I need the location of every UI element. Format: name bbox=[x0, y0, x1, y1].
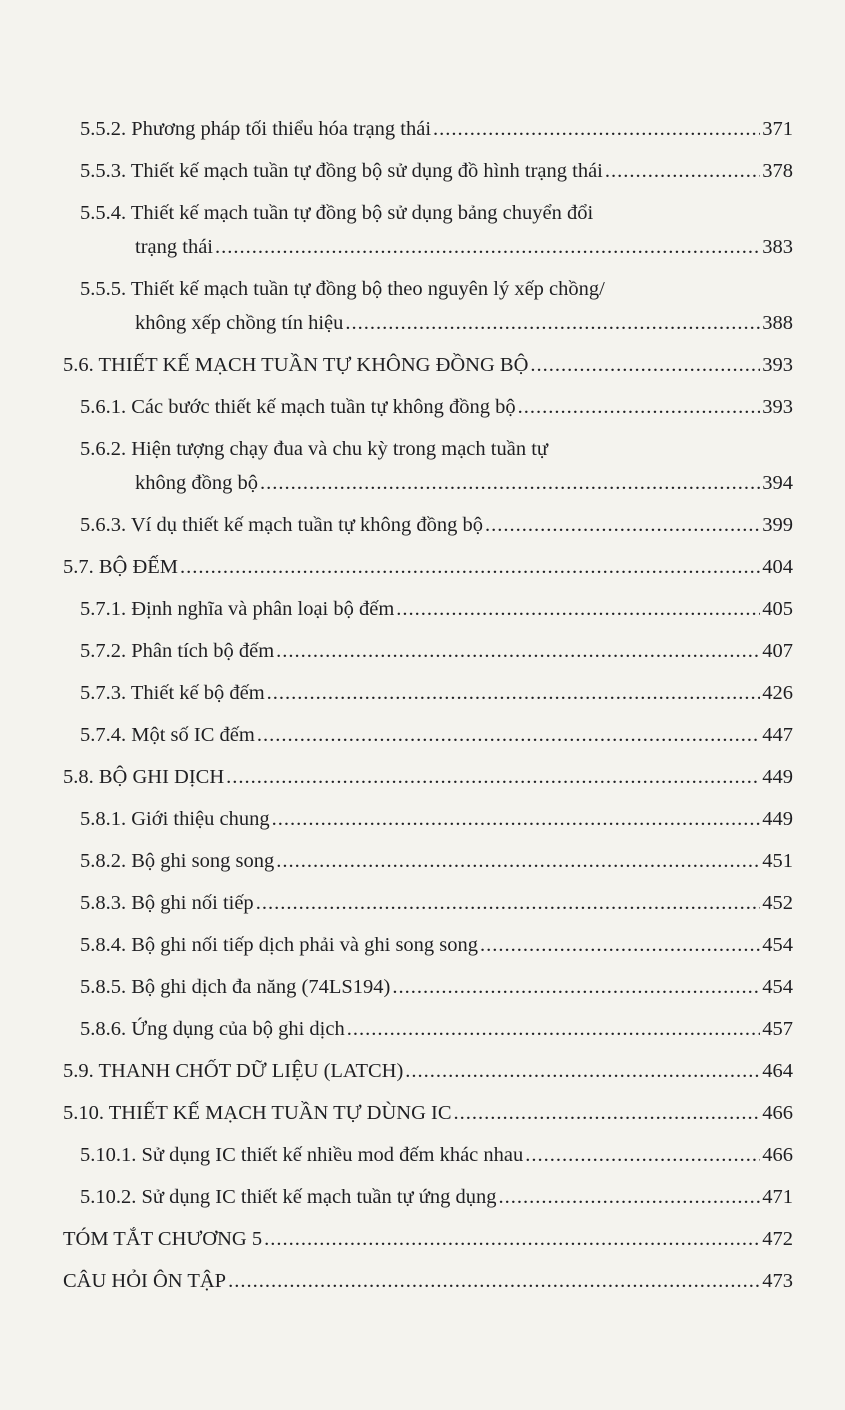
toc-page-number: 464 bbox=[762, 1060, 793, 1082]
dot-leader bbox=[267, 678, 761, 708]
toc-entry-title: 5.8.1. Giới thiệu chung bbox=[80, 808, 270, 830]
toc-page-number: 472 bbox=[762, 1228, 793, 1250]
dot-leader bbox=[257, 720, 760, 750]
toc-entry bbox=[0, 198, 845, 232]
toc-entry-line bbox=[63, 762, 793, 792]
toc-entry bbox=[0, 1182, 845, 1224]
toc-entry-title-continued: không xếp chồng tín hiệu bbox=[135, 312, 344, 334]
dot-leader bbox=[392, 972, 760, 1002]
toc-entry-title: TÓM TẮT CHƯƠNG 5 bbox=[63, 1228, 263, 1250]
toc-entry bbox=[0, 434, 845, 468]
toc-entry bbox=[0, 804, 845, 846]
dot-leader bbox=[499, 1182, 761, 1212]
toc-entry-line bbox=[80, 972, 793, 1002]
toc-entry-title: 5.8.6. Ứng dụng của bộ ghi dịch bbox=[80, 1018, 345, 1040]
toc-section-entry bbox=[0, 552, 845, 594]
toc-entry bbox=[0, 392, 845, 434]
toc-entry bbox=[0, 274, 845, 308]
toc-page-number: 473 bbox=[762, 1270, 793, 1292]
toc-entry bbox=[0, 156, 845, 198]
toc-entry bbox=[0, 114, 845, 156]
toc-entry-title: 5.6.3. Ví dụ thiết kế mạch tuần tự không đồng bộ bbox=[80, 514, 484, 536]
toc-entry bbox=[0, 888, 845, 930]
toc-section-entry bbox=[0, 1266, 845, 1308]
toc-entry bbox=[0, 678, 845, 720]
toc-entry-line bbox=[80, 114, 793, 144]
toc-entry-title: 5.7.2. Phân tích bộ đếm bbox=[80, 640, 275, 662]
toc-entry-title-continued: không đồng bộ bbox=[135, 472, 258, 494]
toc-entry-title: 5.5.5. Thiết kế mạch tuần tự đồng bộ theo nguyên lý xếp chồng/ bbox=[80, 278, 605, 300]
toc-page-number: 457 bbox=[762, 1018, 793, 1040]
toc-page-number: 371 bbox=[762, 118, 793, 140]
toc-page-number: 388 bbox=[762, 312, 793, 334]
toc-entry-line bbox=[80, 804, 793, 834]
toc-entry-title: 5.7.3. Thiết kế bộ đếm bbox=[80, 682, 265, 704]
dot-leader bbox=[345, 308, 760, 338]
dot-leader bbox=[530, 350, 760, 380]
toc-entry bbox=[0, 636, 845, 678]
dot-leader bbox=[226, 762, 760, 792]
toc-page-number: 426 bbox=[762, 682, 793, 704]
toc-page-number: 454 bbox=[762, 976, 793, 998]
toc-entry-title: 5.10.1. Sử dụng IC thiết kế nhiều mod đếm khác nhau bbox=[80, 1144, 524, 1166]
toc-page-number: 407 bbox=[762, 640, 793, 662]
dot-leader bbox=[260, 468, 760, 498]
toc-entry-title: 5.5.4. Thiết kế mạch tuần tự đồng bộ sử dụng bảng chuyển đổi bbox=[80, 202, 594, 224]
toc-page-number: 394 bbox=[762, 472, 793, 494]
dot-leader bbox=[518, 392, 761, 422]
toc-page-number: 449 bbox=[762, 766, 793, 788]
dot-leader bbox=[276, 846, 760, 876]
toc-entry-line bbox=[80, 594, 793, 624]
toc-section-entry bbox=[0, 1098, 845, 1140]
toc-entry bbox=[0, 930, 845, 972]
toc-entry-title: 5.8.5. Bộ ghi dịch đa năng (74LS194) bbox=[80, 976, 391, 998]
toc-entry-title: 5.6.1. Các bước thiết kế mạch tuần tự không đồng bộ bbox=[80, 396, 516, 418]
toc-entry-line bbox=[80, 1140, 793, 1170]
toc-entry-title: 5.10. THIẾT KẾ MẠCH TUẦN TỰ DÙNG IC bbox=[63, 1102, 452, 1124]
toc-page-number: 451 bbox=[762, 850, 793, 872]
toc-page-number: 393 bbox=[762, 354, 793, 376]
toc-page-number: 454 bbox=[762, 934, 793, 956]
toc-entry-line bbox=[63, 1266, 793, 1296]
dot-leader bbox=[180, 552, 760, 582]
toc-entry-title: 5.8.3. Bộ ghi nối tiếp bbox=[80, 892, 254, 914]
toc-entry-title: 5.8.4. Bộ ghi nối tiếp dịch phải và ghi song song bbox=[80, 934, 479, 956]
table-of-contents bbox=[0, 114, 845, 1308]
toc-entry-line bbox=[63, 350, 793, 380]
toc-entry-line bbox=[80, 1182, 793, 1212]
toc-entry-line bbox=[80, 510, 793, 540]
toc-section-entry bbox=[0, 762, 845, 804]
toc-entry-line bbox=[80, 930, 793, 960]
toc-entry-title: 5.7.4. Một số IC đếm bbox=[80, 724, 255, 746]
toc-entry-title: 5.7.1. Định nghĩa và phân loại bộ đếm bbox=[80, 598, 395, 620]
toc-page-number: 383 bbox=[762, 236, 793, 258]
toc-entry-title: 5.7. BỘ ĐẾM bbox=[63, 556, 179, 578]
toc-entry-line bbox=[135, 468, 793, 498]
toc-entry-line bbox=[80, 392, 793, 422]
toc-entry-line bbox=[80, 846, 793, 876]
toc-entry bbox=[0, 720, 845, 762]
toc-section-entry bbox=[0, 1224, 845, 1266]
toc-entry-title: 5.6. THIẾT KẾ MẠCH TUẦN TỰ KHÔNG ĐỒNG BỘ bbox=[63, 354, 529, 376]
toc-entry-line bbox=[135, 232, 793, 262]
dot-leader bbox=[215, 232, 760, 262]
dot-leader bbox=[396, 594, 760, 624]
toc-section-entry bbox=[0, 350, 845, 392]
toc-entry-line bbox=[63, 1056, 793, 1086]
dot-leader bbox=[525, 1140, 760, 1170]
toc-entry-line bbox=[80, 888, 793, 918]
dot-leader bbox=[485, 510, 760, 540]
dot-leader bbox=[264, 1224, 760, 1254]
toc-entry-title: 5.8. BỘ GHI DỊCH bbox=[63, 766, 225, 788]
dot-leader bbox=[272, 804, 761, 834]
toc-page-number: 405 bbox=[762, 598, 793, 620]
dot-leader bbox=[433, 114, 760, 144]
toc-page-number: 404 bbox=[762, 556, 793, 578]
toc-entry-title: 5.5.3. Thiết kế mạch tuần tự đồng bộ sử dụng đồ hình trạng thái bbox=[80, 160, 603, 182]
toc-entry bbox=[0, 510, 845, 552]
toc-page-number: 466 bbox=[762, 1102, 793, 1124]
dot-leader bbox=[454, 1098, 761, 1128]
toc-page-number: 447 bbox=[762, 724, 793, 746]
toc-entry-line bbox=[63, 1224, 793, 1254]
toc-entry-title: 5.6.2. Hiện tượng chạy đua và chu kỳ trong mạch tuần tự bbox=[80, 438, 549, 460]
toc-entry-line bbox=[63, 552, 793, 582]
toc-entry-title: 5.8.2. Bộ ghi song song bbox=[80, 850, 275, 872]
toc-page-number: 378 bbox=[762, 160, 793, 182]
dot-leader bbox=[405, 1056, 760, 1086]
toc-page-number: 466 bbox=[762, 1144, 793, 1166]
toc-entry-title: 5.9. THANH CHỐT DỮ LIỆU (LATCH) bbox=[63, 1060, 404, 1082]
toc-entry-title-continued: trạng thái bbox=[135, 236, 213, 258]
toc-entry bbox=[0, 846, 845, 888]
toc-page-number: 471 bbox=[762, 1186, 793, 1208]
toc-entry-title: CÂU HỎI ÔN TẬP bbox=[63, 1270, 227, 1292]
toc-entry-continuation bbox=[0, 232, 845, 274]
toc-entry-line bbox=[80, 156, 793, 186]
toc-entry-title: 5.5.2. Phương pháp tối thiểu hóa trạng thái bbox=[80, 118, 432, 140]
dot-leader bbox=[228, 1266, 760, 1296]
toc-page-number: 449 bbox=[762, 808, 793, 830]
dot-leader bbox=[256, 888, 761, 918]
toc-entry-line bbox=[63, 1098, 793, 1128]
toc-entry-line bbox=[80, 434, 793, 464]
toc-entry-line bbox=[80, 198, 793, 228]
toc-section-entry bbox=[0, 1056, 845, 1098]
toc-entry-line bbox=[80, 1014, 793, 1044]
toc-entry bbox=[0, 1140, 845, 1182]
toc-page-number: 393 bbox=[762, 396, 793, 418]
toc-entry-line bbox=[80, 274, 793, 304]
toc-page-number: 452 bbox=[762, 892, 793, 914]
dot-leader bbox=[276, 636, 760, 666]
dot-leader bbox=[605, 156, 760, 186]
toc-entry bbox=[0, 972, 845, 1014]
toc-entry bbox=[0, 1014, 845, 1056]
toc-entry-line bbox=[80, 720, 793, 750]
dot-leader bbox=[480, 930, 760, 960]
toc-entry-continuation bbox=[0, 308, 845, 350]
toc-page-number: 399 bbox=[762, 514, 793, 536]
toc-entry-title: 5.10.2. Sử dụng IC thiết kế mạch tuần tự ứng dụng bbox=[80, 1186, 497, 1208]
toc-entry bbox=[0, 594, 845, 636]
dot-leader bbox=[347, 1014, 761, 1044]
toc-entry-continuation bbox=[0, 468, 845, 510]
toc-entry-line bbox=[80, 636, 793, 666]
toc-entry-line bbox=[135, 308, 793, 338]
toc-entry-line bbox=[80, 678, 793, 708]
